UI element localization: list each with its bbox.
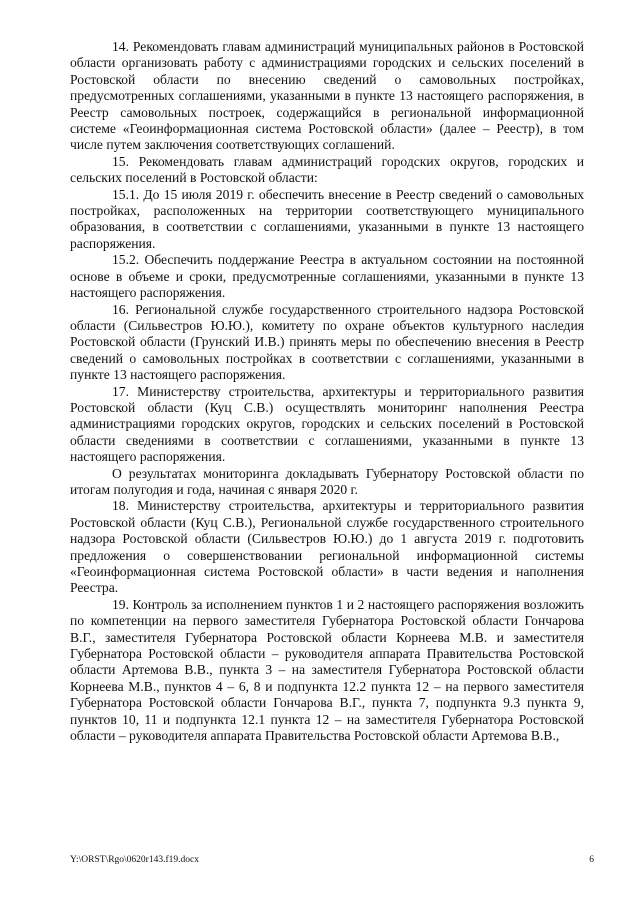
paragraph-18: 18. Министерству строительства, архитектуры и территориального развития Ростовской области (Куц С.В.), Региональной службе государственного строительного надзора Ростовской области (Сильвестров Ю.Ю.) до 1 августа 2019 г. подготовить предложения о совершенствовании региональной информационной системы «Геоинформационная система Ростовской области» в части ведения и наполнения Реестра. — [70, 498, 584, 596]
file-path: Y:\ORST\Rgo\0620r143.f19.docx — [70, 855, 199, 865]
page-footer — [70, 855, 594, 865]
paragraph-16: 16. Региональной службе государственного строительного надзора Ростовской области (Сильвестров Ю.Ю.), комитету по охране объектов культурного наследия Ростовской области (Грунский И.В.) принять меры по обеспечению внесения в Реестр сведений о самовольных постройках в соответствии с соглашениями, указанными в пункте 13 настоящего распоряжения. — [70, 301, 584, 383]
paragraph-14: 14. Рекомендовать главам администраций муниципальных районов в Ростовской области организовать работу с администрациями городских и сельских поселений в Ростовской области по внесению сведений о самовольных постройках, предусмотренных соглашениями, указанными в пункте 13 настоящего распоряжения, в Реестр самовольных построек, содержащийся в региональной информационной системе «Геоинформационная система Ростовской области» (далее – Реестр), в том числе путем заключения соответствующих соглашений. — [70, 39, 584, 153]
paragraph-19: 19. Контроль за исполнением пунктов 1 и 2 настоящего распоряжения возложить по компетенции на первого заместителя Губернатора Ростовской области Гончарова В.Г., заместителя Губернатора Ростовской области Корнеева М.В. и заместителя Губернатора Ростовской области – руководителя аппарата Правительства Ростовской области Артемова В.В., пункта 3 – на заместителя Губернатора Ростовской области Корнеева М.В., пунктов 4 – 6, 8 и подпункта 12.2 пункта 12 – на первого заместителя Губернатора Ростовской области Гончарова В.Г., пункта 7, подпункта 9.3 пункта 9, пунктов 10, 11 и подпункта 12.1 пункта 12 – на заместителя Губернатора Ростовской области – руководителя аппарата Правительства Ростовской области Артемова В.В., — [70, 596, 584, 744]
paragraph-15-1: 15.1. До 15 июля 2019 г. обеспечить внесение в Реестр сведений о самовольных постройках, расположенных на территории соответствующего муниципального образования, в соответствии с соглашениями, указанными в пункте 13 настоящего распоряжения. — [70, 186, 584, 251]
page-number: 6 — [589, 855, 594, 865]
paragraph-15: 15. Рекомендовать главам администраций городских округов, городских и сельских поселений в Ростовской области: — [70, 153, 584, 186]
paragraph-15-2: 15.2. Обеспечить поддержание Реестра в актуальном состоянии на постоянной основе в объеме и сроки, предусмотренные соглашениями, указанными в пункте 13 настоящего распоряжения. — [70, 252, 584, 301]
paragraph-17: 17. Министерству строительства, архитектуры и территориального развития Ростовской области (Куц С.В.) осуществлять мониторинг наполнения Реестра администрациями городских округов, городских и сельских поселений в Ростовской области сведениями в соответствии с соглашениями, указанными в пункте 13 настоящего распоряжения. — [70, 383, 584, 465]
paragraph-17-report: О результатах мониторинга докладывать Губернатору Ростовской области по итогам полугодия и года, начиная с января 2020 г. — [70, 465, 584, 497]
